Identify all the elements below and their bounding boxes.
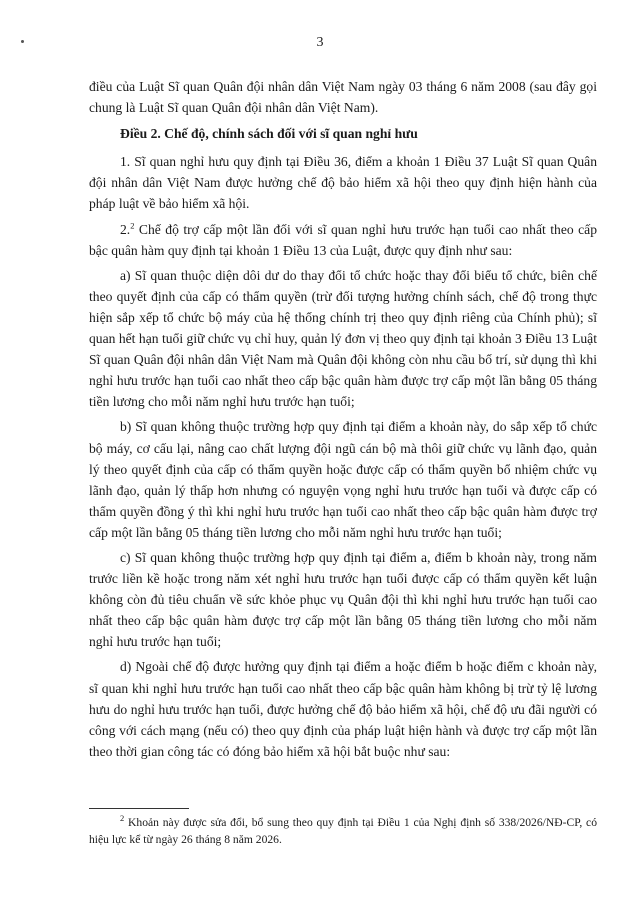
footnote-reference[interactable]: 2 (130, 220, 135, 231)
point-c: c) Sĩ quan không thuộc trường hợp quy định tại điểm a, điểm b khoản này, trong năm trước liền kề hoặc trong năm xét nghỉ hưu trước hạn tuổi được cấp có thẩm quyền kết luận không còn đủ tiêu chuẩn về sức khỏe phục vụ Quân đội thì khi nghỉ hưu trước hạn tuổi cao nhất theo cấp bậc quân hàm được trợ cấp một lần bằng 05 tháng tiền lương cho mỗi năm nghỉ hưu trước hạn tuổi; (89, 549, 597, 650)
footnote (89, 814, 597, 848)
paragraph-continuation: điều của Luật Sĩ quan Quân đội nhân dân Việt Nam ngày 03 tháng 6 năm 2008 (sau đây gọi chung là Luật Sĩ quan Quân đội nhân dân Việt Nam). (89, 79, 597, 116)
footnote-divider (89, 808, 189, 809)
clause-2 (89, 219, 597, 261)
clause-2-number: 2. (120, 221, 131, 237)
point-d: d) Ngoài chế độ được hưởng quy định tại điểm a hoặc điểm b hoặc điểm c khoản này, sĩ quan khi nghỉ hưu trước hạn tuổi cao nhất theo cấp bậc quân hàm không bị trừ tỷ lệ lương hưu do nghỉ hưu trước hạn tuổi, được hưởng chế độ bảo hiểm xã hội, chế độ ưu đãi người có công với cách mạng (nếu có) theo quy định của pháp luật hiện hành và được trợ cấp một lần theo thời gian công tác có đóng bảo hiểm xã hội bắt buộc như sau: (89, 659, 597, 759)
footnote-text: Khoản này được sửa đổi, bổ sung theo quy định tại Điều 1 của Nghị định số 338/2026/NĐ-CP, có hiệu lực kể từ ngày 26 tháng 8 năm 2026. (89, 816, 597, 846)
page-number: 3 (316, 35, 324, 50)
clause-1: 1. Sĩ quan nghỉ hưu quy định tại Điều 36, điểm a khoản 1 Điều 37 Luật Sĩ quan Quân đội nhân dân Việt Nam được hưởng chế độ bảo hiểm xã hội theo quy định hiện hành của pháp luật về bảo hiểm xã hội. (89, 154, 597, 212)
footnote-marker: 2 (120, 813, 125, 824)
article-heading: Điều 2. Chế độ, chính sách đối với sĩ quan nghỉ hưu (120, 126, 418, 142)
clause-2-text: Chế độ trợ cấp một lần đối với sĩ quan nghỉ hưu trước hạn tuổi cao nhất theo cấp bậc quân hàm quy định tại khoản 1 Điều 13 của Luật, được quy định như sau: (89, 221, 597, 258)
point-b: b) Sĩ quan không thuộc trường hợp quy định tại điểm a khoản này, do sắp xếp tổ chức bộ máy, cơ cấu lại, nâng cao chất lượng đội ngũ cán bộ mà thôi giữ chức vụ lãnh đạo, quản lý theo quyết định của cấp có thẩm quyền hoặc được cấp có thẩm quyền bổ nhiệm chức vụ lãnh đạo, quản lý thấp hơn nhưng có nguyện vọng nghỉ hưu trước hạn tuổi và được cấp có thẩm quyền đồng ý thì khi nghỉ hưu trước hạn tuổi cao nhất theo cấp bậc quân hàm được trợ cấp một lần bằng 05 tháng tiền lương cho mỗi năm nghỉ hưu trước hạn tuổi; (89, 419, 597, 540)
document-body (89, 76, 597, 766)
point-a: a) Sĩ quan thuộc diện dôi dư do thay đổi tổ chức hoặc thay đổi biểu tổ chức, biên chế theo quyết định của cấp có thẩm quyền (trừ đối tượng hưởng chính sách, chế độ trong thực hiện sắp xếp tổ chức bộ máy của hệ thống chính trị theo quy định riêng của Chính phủ); sĩ quan hết hạn tuổi giữ chức vụ chỉ huy, quản lý đơn vị theo quy định tại khoản 3 Điều 13 Luật Sĩ quan Quân đội nhân dân Việt Nam mà Quân đội không còn nhu cầu bố trí, sử dụng thì khi nghỉ hưu trước hạn tuổi cao nhất theo cấp bậc quân hàm được trợ cấp một lần bằng 05 tháng tiền lương cho mỗi năm nghỉ hưu trước hạn tuổi; (89, 267, 597, 410)
